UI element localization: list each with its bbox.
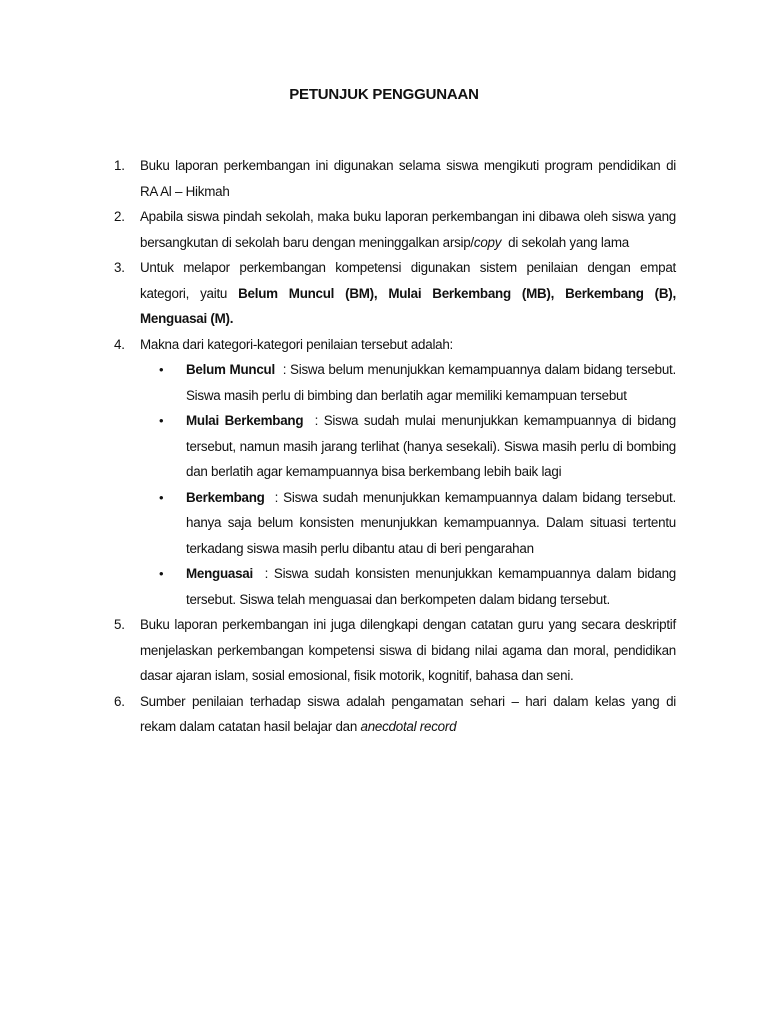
item-text: Apabila siswa pindah sekolah, maka buku laporan perkembangan ini dibawa oleh siswa yang bersangkutan di sekolah baru dengan meninggalkan arsip/	[140, 209, 676, 250]
list-item	[106, 332, 680, 613]
item-text: Buku laporan perkembangan ini digunakan selama siswa mengikuti program pendidikan di RA Al – Hikmah	[140, 158, 676, 199]
category-term: Mulai Berkembang	[186, 413, 304, 428]
page-title: PETUNJUK PENGGUNAAN	[289, 86, 479, 103]
item-number: 5.	[114, 617, 125, 632]
item-italic-text: anecdotal record	[360, 719, 457, 734]
category-description: : Siswa belum menunjukkan kemampuannya dalam bidang tersebut. Siswa masih perlu di bimbing dan berlatih agar memiliki kemampuan tersebut	[186, 362, 680, 403]
item-number: 4.	[114, 336, 125, 352]
category-description: : Siswa sudah konsisten menunjukkan kemampuannya dalam bidang tersebut. Siswa telah menguasai dan berkompeten dalam bidang tersebut.	[186, 566, 680, 607]
category-term: Belum Muncul	[186, 362, 275, 377]
category-list	[140, 357, 680, 612]
item-number: 1.	[114, 158, 125, 173]
item-text: Makna dari kategori-kategori penilaian tersebut adalah:	[140, 336, 454, 352]
item-bold-text: Belum Muncul (BM), Mulai Berkembang (MB), Berkembang (B), Menguasai (M).	[140, 285, 676, 326]
bullet-icon: •	[159, 489, 164, 505]
instructions-list	[106, 153, 680, 740]
list-item	[106, 612, 676, 689]
list-item	[106, 204, 676, 255]
item-text: Untuk melapor perkembangan kompetensi digunakan sistem penilaian dengan empat kategori, yaitu	[140, 260, 680, 301]
category-description: : Siswa sudah mulai menunjukkan kemampuannya di bidang tersebut, namun masih jarang terlihat (hanya sesekali). Siswa masih perlu di bombing dan berlatih agar kemampuannya bisa berkembang lebih baik lagi	[186, 413, 680, 479]
list-item	[106, 689, 680, 740]
list-item	[106, 255, 680, 332]
bullet-icon: •	[159, 566, 164, 581]
item-number: 3.	[114, 260, 125, 275]
category-item	[140, 485, 680, 562]
bullet-icon: •	[159, 362, 164, 377]
item-number: 6.	[114, 693, 125, 709]
bullet-icon: •	[159, 413, 164, 428]
item-number: 2.	[114, 209, 125, 224]
category-term: Menguasai	[186, 566, 253, 581]
category-description: : Siswa sudah menunjukkan kemampuannya dalam bidang tersebut. hanya saja belum konsisten menunjukkan kemampuannya. Dalam situasi tertentu terkadang siswa masih perlu dibantu atau di beri pengarahan	[186, 489, 680, 556]
category-term: Berkembang	[186, 489, 265, 505]
item-text: Sumber penilaian terhadap siswa adalah pengamatan sehari – hari dalam kelas yang di rekam dalam catatan hasil belajar dan	[140, 693, 680, 734]
category-item	[140, 408, 680, 485]
item-text-after: di sekolah yang lama	[501, 234, 629, 250]
list-item	[106, 153, 676, 204]
item-italic-text: copy	[473, 234, 502, 250]
item-text: Buku laporan perkembangan ini juga dilengkapi dengan catatan guru yang secara deskriptif menjelaskan perkembangan kompetensi siswa di bidang nilai agama dan moral, pendidikan dasar ajaran islam, sosial emosional, fisik motorik, kognitif, bahasa dan seni.	[140, 617, 676, 683]
category-item	[140, 357, 680, 408]
category-item	[140, 561, 680, 612]
